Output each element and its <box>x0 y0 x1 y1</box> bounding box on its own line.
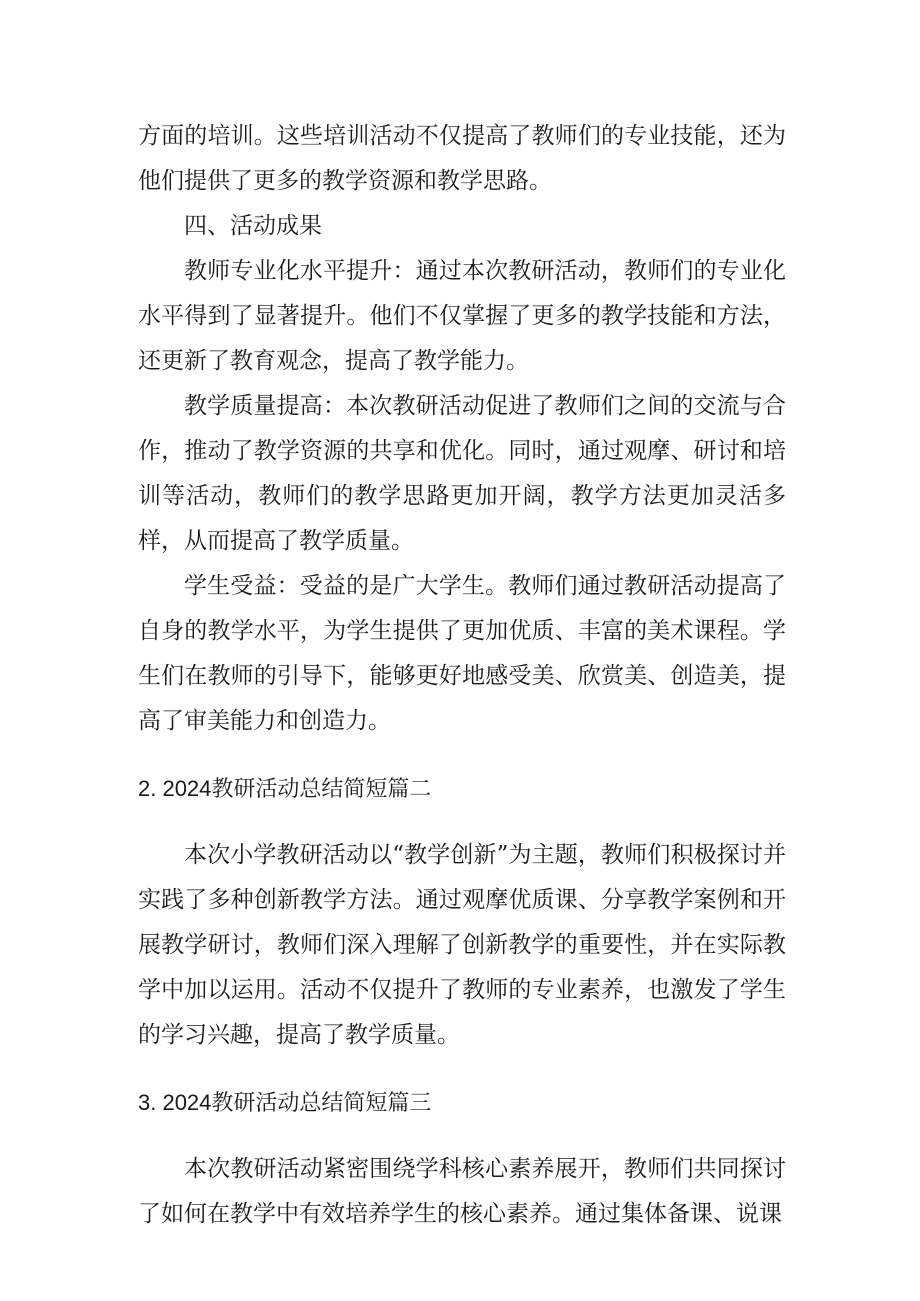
section-2-heading: 2. 2024教研活动总结简短篇二 <box>138 776 432 801</box>
paragraph-teaching-quality: 教学质量提高：本次教研活动促进了教师们之间的交流与合作，推动了教学资源的共享和优化。同时，通过观摩、研讨和培训等活动，教师们的教学思路更加开阔，教学方法更加灵活多样，从而提高了教学质量。 <box>138 393 786 554</box>
paragraph-teacher-professionalism: 教师专业化水平提升：通过本次教研活动，教师们的专业化水平得到了显著提升。他们不仅掌握了更多的教学技能和方法，还更新了教育观念，提高了教学能力。 <box>138 258 786 374</box>
section-3-body: 本次教研活动紧密围绕学科核心素养展开，教师们共同探讨了如何在教学中有效培养学生的核心素养。通过集体备课、说课 <box>138 1156 786 1227</box>
paragraph-student-benefit: 学生受益：受益的是广大学生。教师们通过教研活动提高了自身的教学水平，为学生提供了更加优质、丰富的美术课程。学生们在教师的引导下，能够更好地感受美、欣赏美、创造美，提高了审美能力和创造力。 <box>138 573 786 734</box>
document-body <box>138 114 786 1237</box>
paragraph-training-continuation: 方面的培训。这些培训活动不仅提高了教师们的专业技能，还为他们提供了更多的教学资源和教学思路。 <box>138 123 786 194</box>
section-2-body: 本次小学教研活动以“教学创新”为主题，教师们积极探讨并实践了多种创新教学方法。通过观摩优质课、分享教学案例和开展教学研讨，教师们深入理解了创新教学的重要性，并在实际教学中加以运用。活动不仅提升了教师的专业素养，也激发了学生的学习兴趣，提高了教学质量。 <box>138 842 786 1048</box>
section-3-heading: 3. 2024教研活动总结简短篇三 <box>138 1090 432 1115</box>
section-heading-activity-results: 四、活动成果 <box>184 213 322 239</box>
